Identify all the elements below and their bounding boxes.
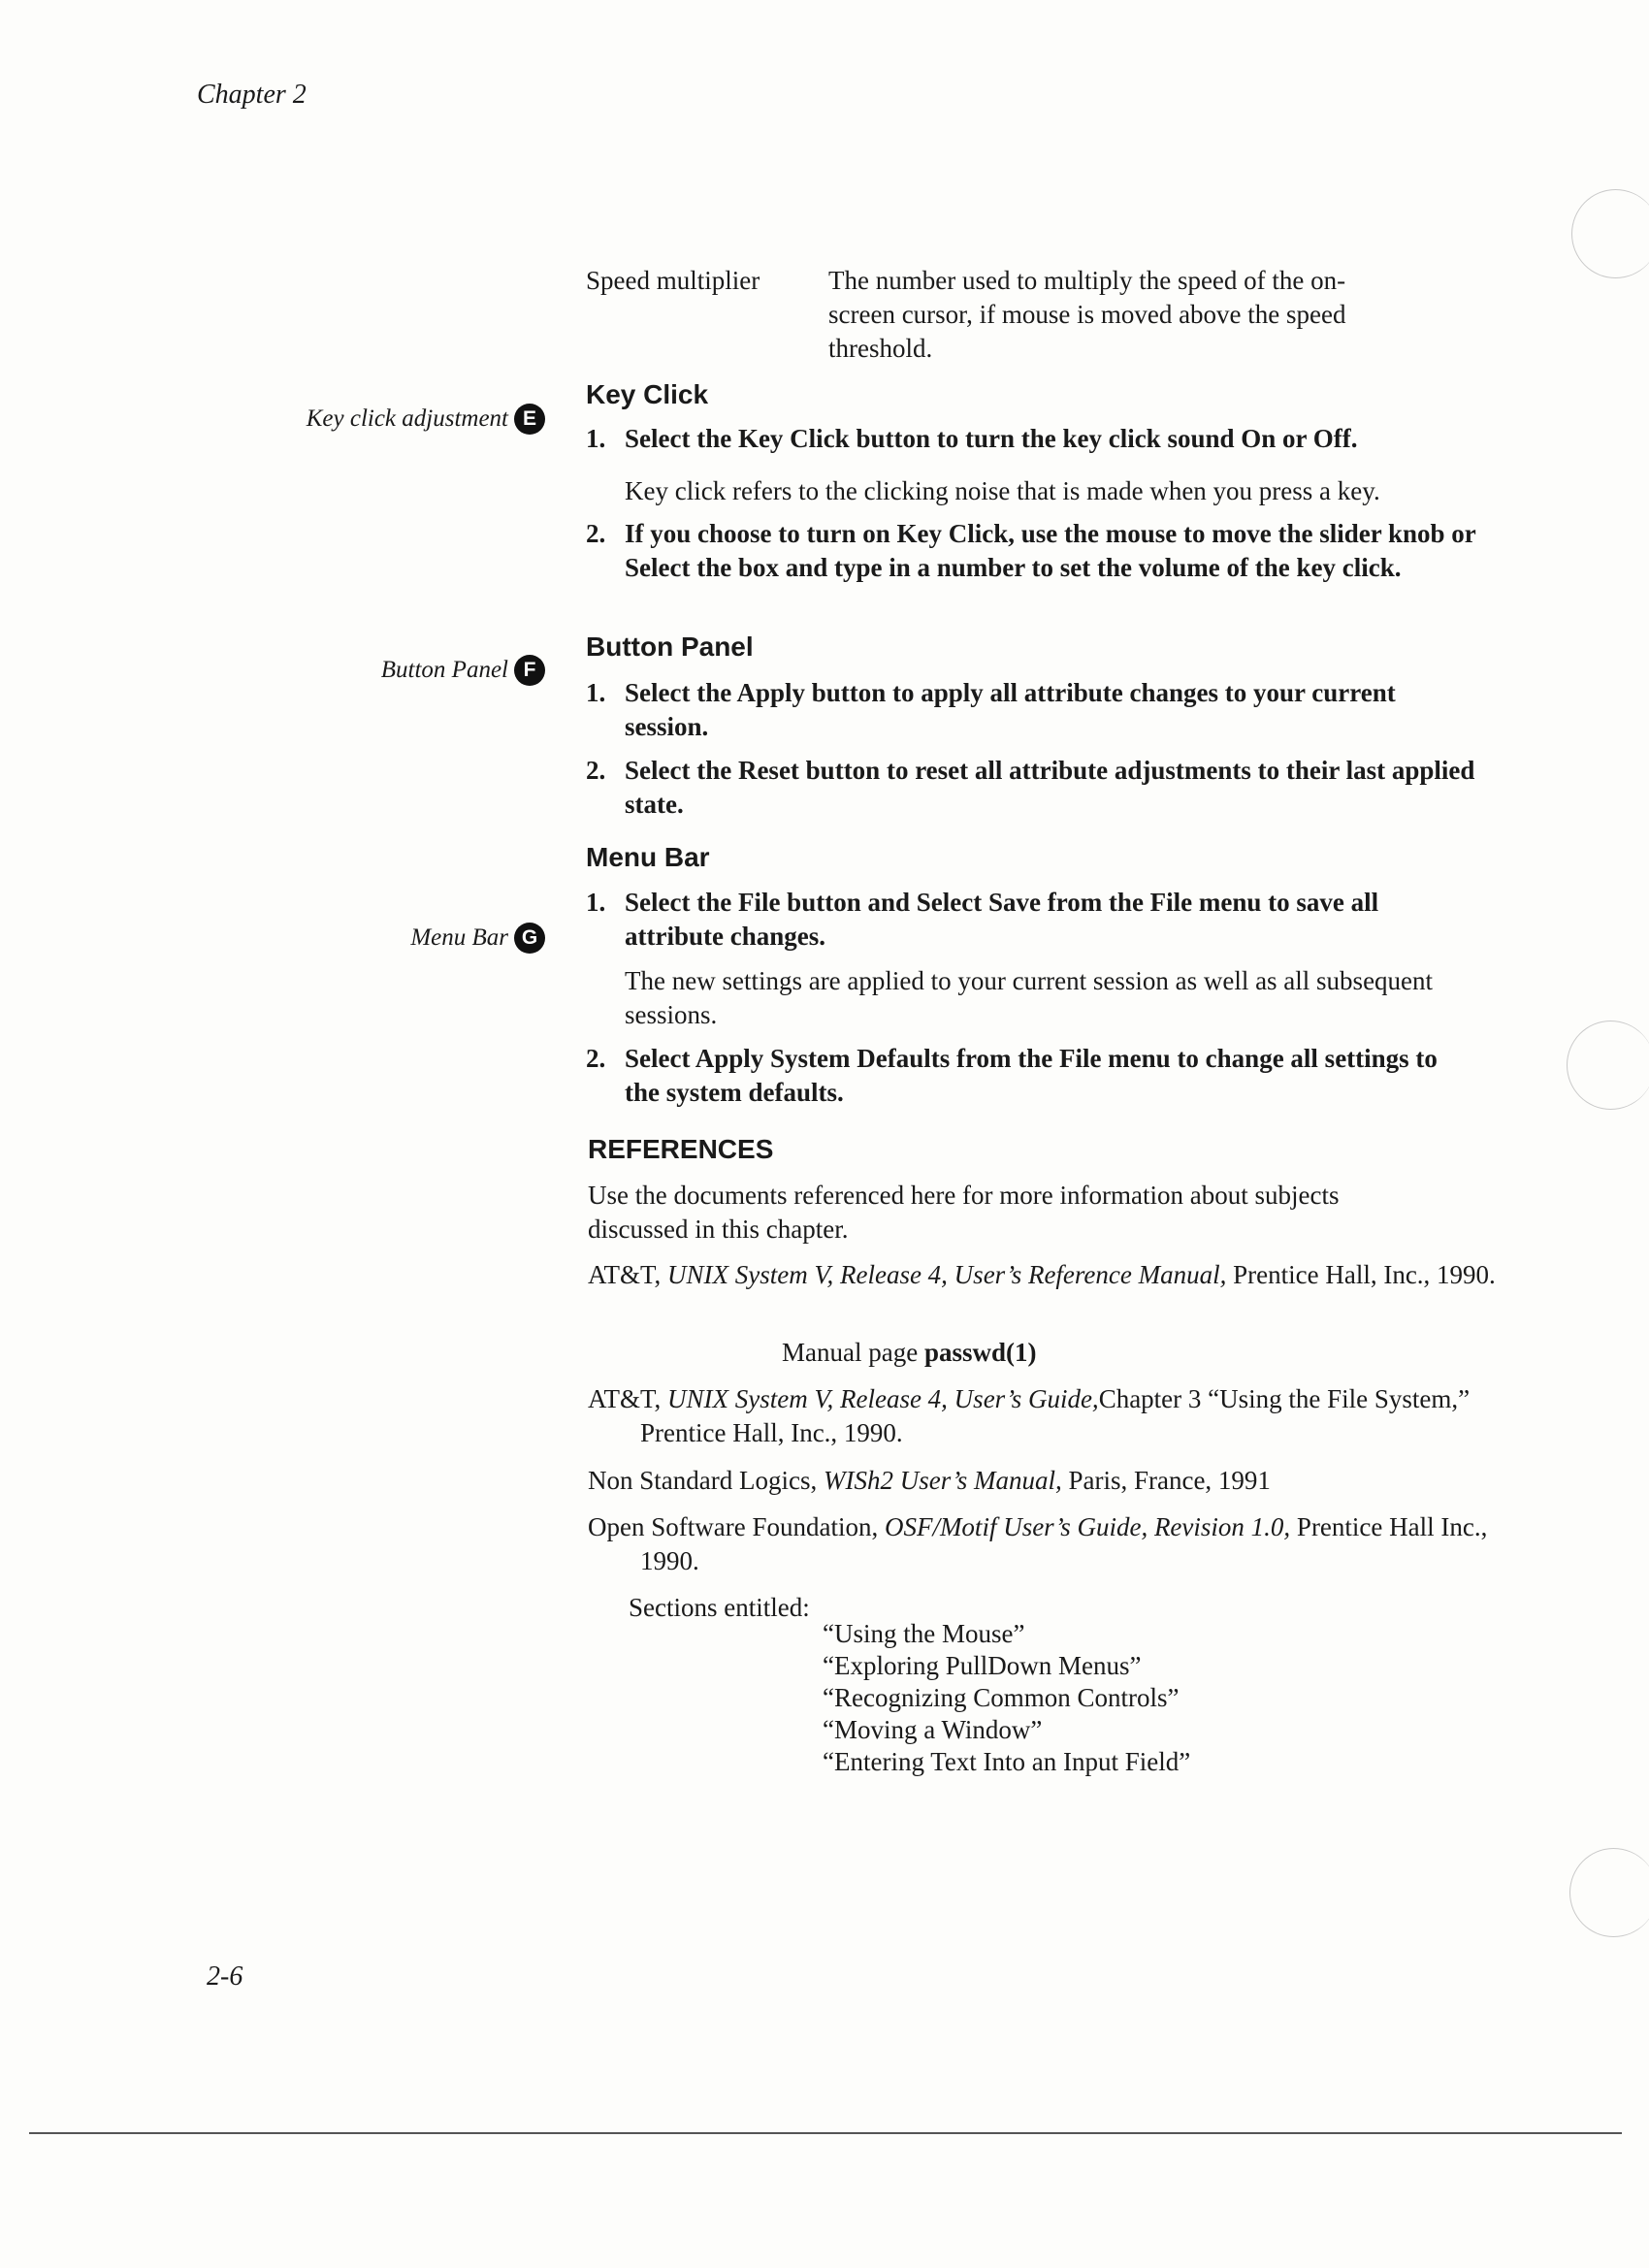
references-intro: Use the documents referenced here for more information about subjects discussed in this chapter. — [588, 1181, 1340, 1244]
heading-key-click: Key Click — [586, 379, 709, 409]
step-text: Select the Reset button to reset all attribute adjustments to their last applied state. — [625, 756, 1475, 819]
binder-hole-mark — [1569, 1848, 1649, 1937]
ref-author: Non Standard Logics, — [588, 1466, 818, 1495]
ref-title: UNIX System V, Release 4, User’s Reference Manual, — [667, 1260, 1227, 1289]
key-click-note: Key click refers to the clicking noise that is made when you press a key. — [625, 476, 1380, 505]
step-text: Select the File button and Select Save from the File menu to save all attribute changes. — [625, 888, 1379, 951]
menu-bar-note: The new settings are applied to your current session as well as all subsequent sessions. — [625, 966, 1434, 1029]
list-item: “Entering Text Into an Input Field” — [823, 1747, 1191, 1776]
step-text: If you choose to turn on Key Click, use the mouse to move the slider knob or Select the box and type in a number to set the volume of the key click. — [625, 519, 1476, 582]
ref-author: Open Software Foundation, — [588, 1512, 879, 1541]
margin-note-label: Menu Bar — [410, 924, 508, 951]
menu-bar-step-2: 2. Select Apply System Defaults from the File menu to change all settings to the system defaults. — [586, 1042, 1478, 1110]
term-definition: The number used to multiply the speed of the on-screen cursor, if mouse is moved above the speed threshold. — [828, 266, 1346, 363]
reference-entry — [588, 1510, 1533, 1578]
heading-menu-bar: Menu Bar — [586, 842, 710, 872]
page-edge-line — [29, 2132, 1622, 2134]
ref-publisher: Paris, France, 1991 — [1068, 1466, 1271, 1495]
sections-label: Sections entitled: — [629, 1593, 810, 1622]
margin-note-label: Key click adjustment — [306, 405, 508, 432]
ref-author: AT&T, — [588, 1260, 662, 1289]
reference-entry — [588, 1382, 1533, 1450]
ref-publisher: Chapter 3 “Using the File System,” Prentice Hall, Inc., 1990. — [640, 1384, 1471, 1447]
key-click-step-2: 2. If you choose to turn on Key Click, use the mouse to move the slider knob or Select the box and type in a number to set the volume of the key click. — [586, 517, 1478, 585]
menu-bar-step-1: 1. Select the File button and Select Save from the File menu to save all attribute changes. — [586, 886, 1478, 954]
button-panel-step-1: 1. Select the Apply button to apply all attribute changes to your current session. — [586, 676, 1478, 744]
ref-publisher: Prentice Hall Inc., 1990. — [640, 1512, 1488, 1575]
reference-entry — [588, 1258, 1533, 1292]
sections-list — [823, 1618, 1190, 1778]
callout-e-badge: E — [514, 404, 545, 435]
step-text: Select the Apply button to apply all attribute changes to your current session. — [625, 678, 1396, 741]
margin-note-label: Button Panel — [380, 657, 508, 683]
step-text: Select Apply System Defaults from the File menu to change all settings to the system defaults. — [625, 1044, 1438, 1107]
heading-references: REFERENCES — [588, 1134, 774, 1164]
ref-publisher: Prentice Hall, Inc., 1990. — [1233, 1260, 1496, 1289]
binder-hole-mark — [1567, 1021, 1649, 1110]
list-item: “Using the Mouse” — [823, 1619, 1025, 1648]
key-click-step-1: 1. Select the Key Click button to turn the key click sound On or Off. — [586, 422, 1478, 456]
button-panel-step-2: 2. Select the Reset button to reset all attribute adjustments to their last applied state. — [586, 754, 1478, 822]
ref-title: OSF/Motif User’s Guide, Revision 1.0, — [884, 1512, 1291, 1541]
term-label: Speed multiplier — [586, 266, 760, 295]
page-number: 2-6 — [207, 1961, 243, 1992]
binder-hole-mark — [1571, 189, 1649, 278]
manual-page-prefix: Manual page — [782, 1338, 919, 1367]
callout-f-badge: F — [514, 655, 545, 686]
manual-page-line — [782, 1336, 1036, 1370]
speed-multiplier-entry — [586, 264, 1517, 366]
list-item: “Moving a Window” — [823, 1715, 1043, 1744]
running-header: Chapter 2 — [197, 80, 307, 110]
list-item: “Exploring PullDown Menus” — [823, 1651, 1142, 1680]
heading-button-panel: Button Panel — [586, 632, 754, 662]
list-item: “Recognizing Common Controls” — [823, 1683, 1180, 1712]
ref-title: UNIX System V, Release 4, User’s Guide, — [667, 1384, 1099, 1413]
ref-author: AT&T, — [588, 1384, 662, 1413]
callout-g-badge: G — [514, 923, 545, 954]
manual-page-name: passwd(1) — [923, 1338, 1037, 1367]
margin-note-button-panel — [381, 655, 545, 686]
ref-title: WISh2 User’s Manual, — [823, 1466, 1062, 1495]
step-text: Select the Key Click button to turn the key click sound On or Off. — [625, 424, 1358, 453]
margin-note-menu-bar — [410, 923, 545, 954]
reference-entry — [588, 1464, 1533, 1498]
margin-note-key-click — [307, 404, 545, 435]
